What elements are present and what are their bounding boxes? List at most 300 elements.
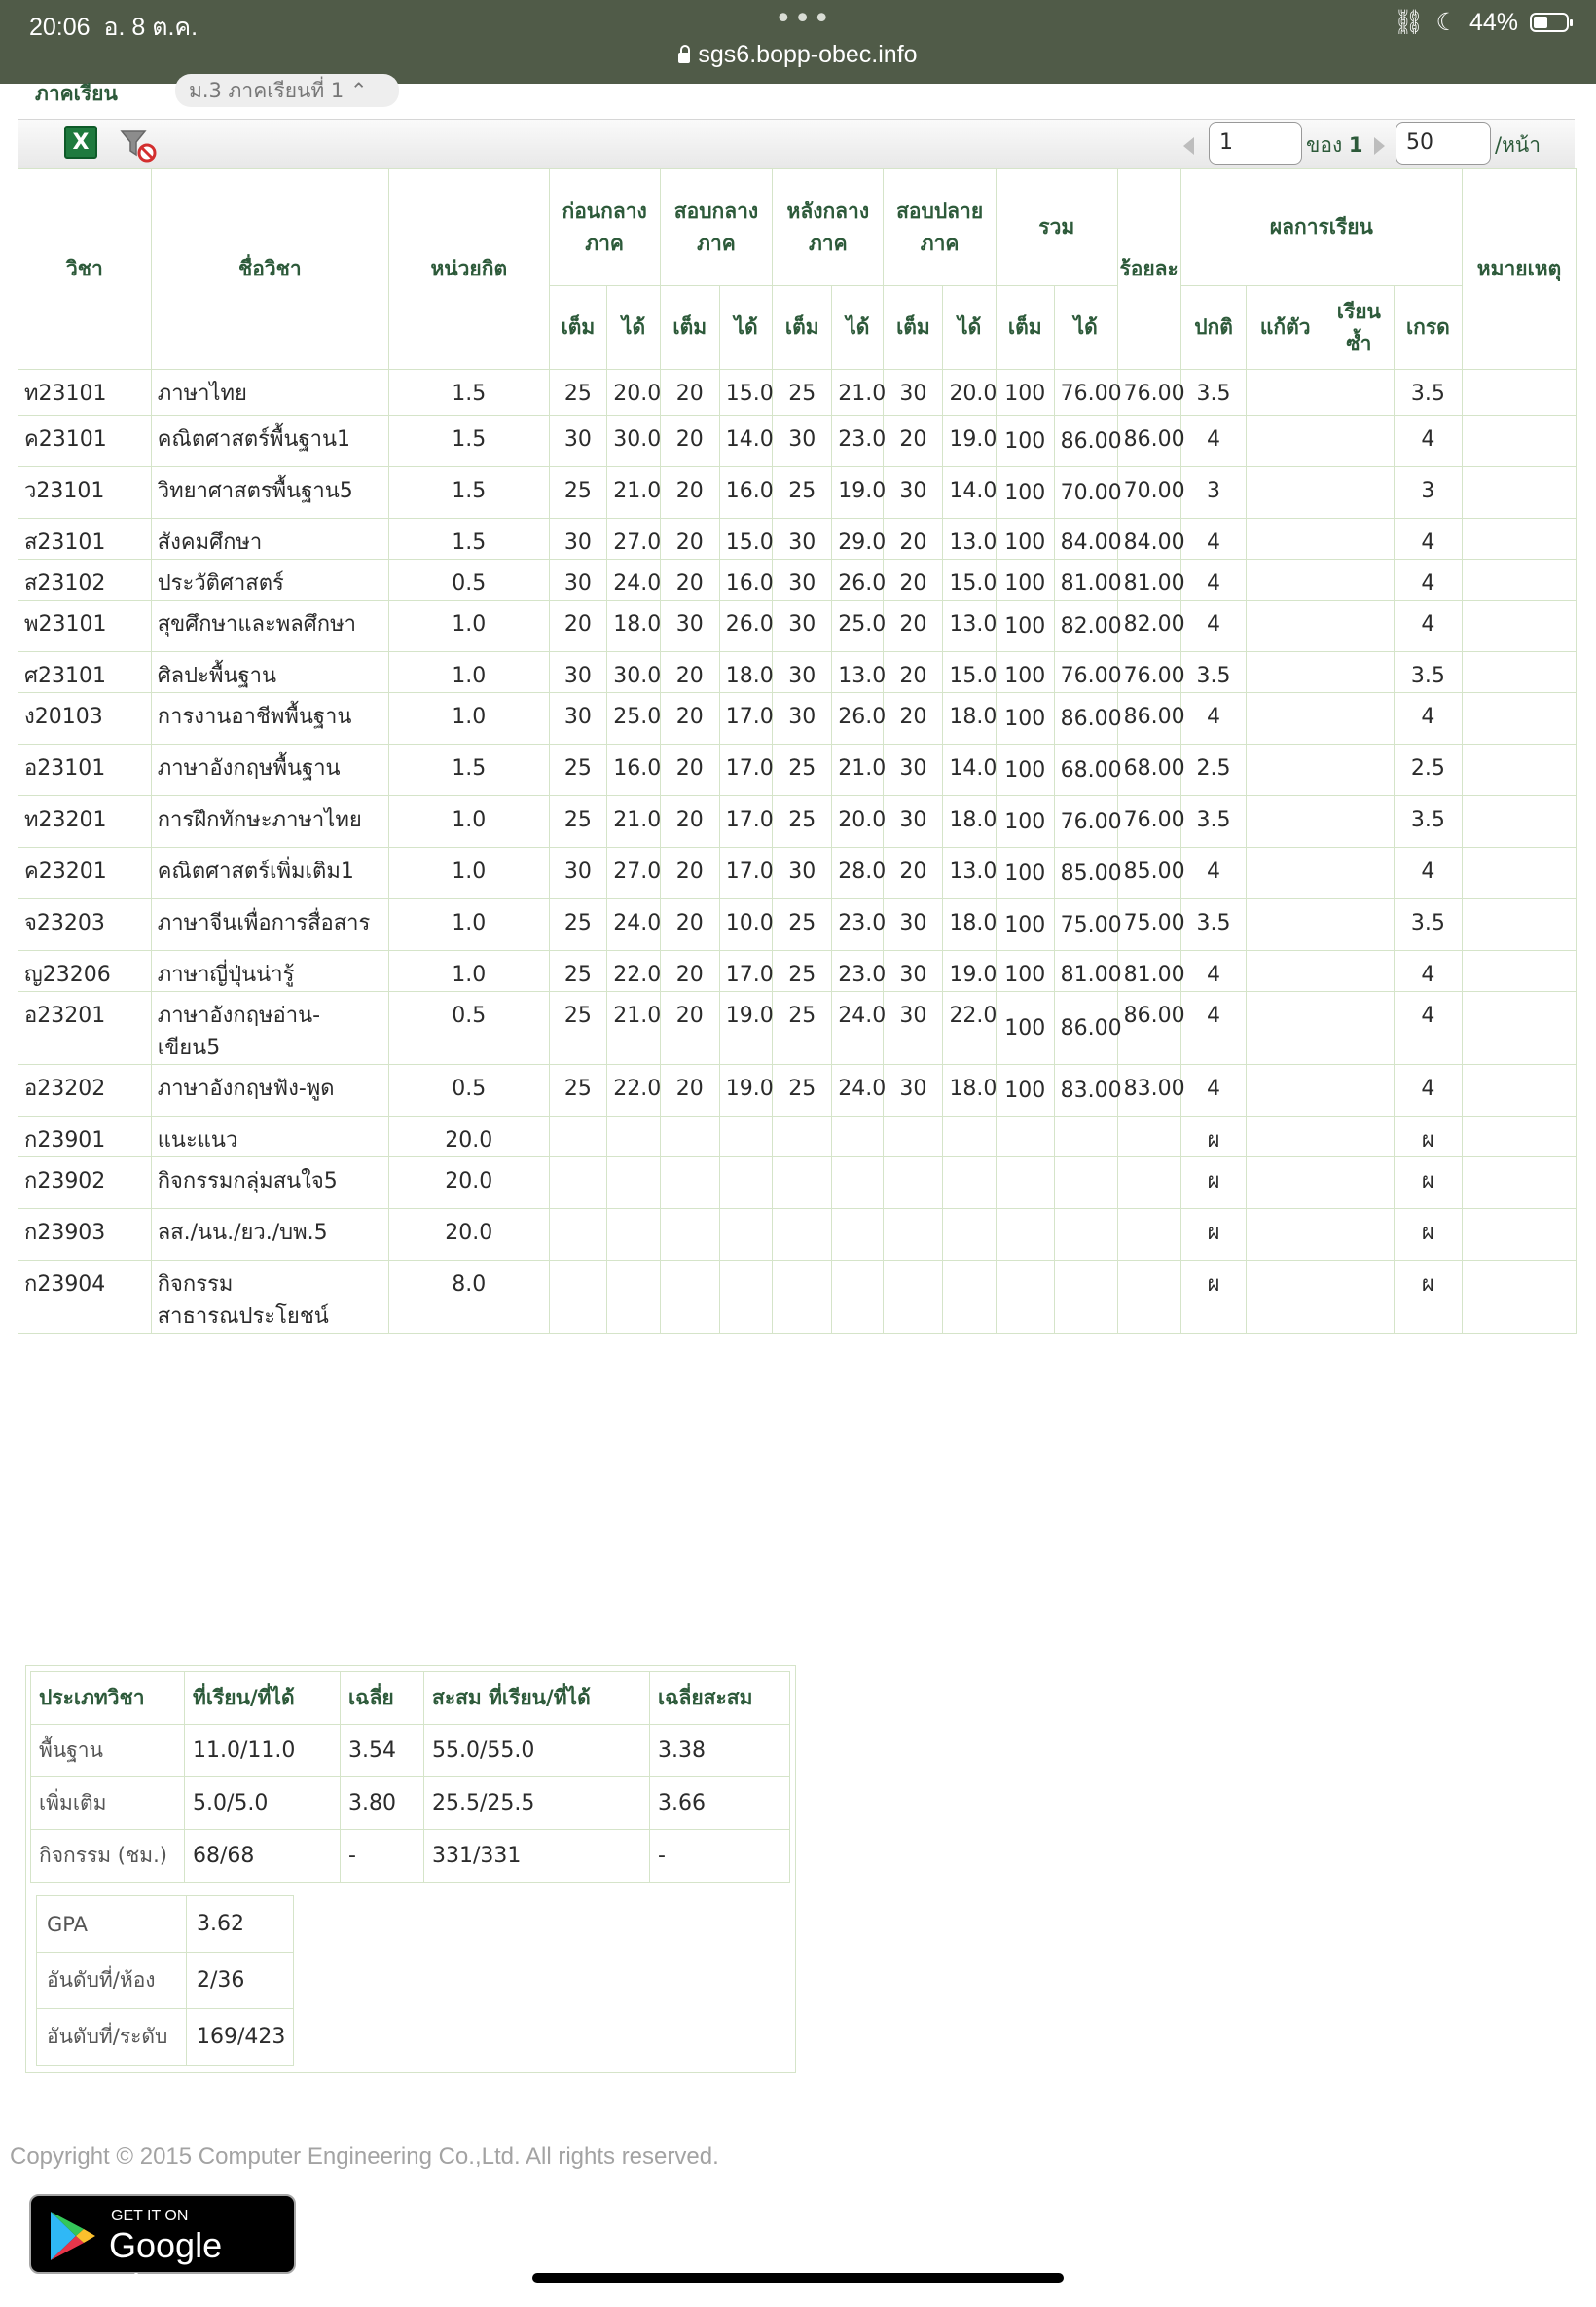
summary-header: เฉลี่ย — [341, 1672, 424, 1725]
summary-panel — [25, 1665, 796, 2073]
gpa-label: GPA — [37, 1896, 187, 1953]
cell-total-got: 68.00 — [1054, 745, 1117, 796]
cell-got — [719, 1117, 772, 1157]
cell-got: 29.0 — [832, 519, 884, 560]
cell-credit: 1.5 — [388, 370, 549, 416]
cell-name: ภาษาญี่ปุ่นน่ารู้ — [151, 951, 388, 992]
cell-got: 21.0 — [607, 992, 660, 1065]
cell-full: 25 — [773, 951, 832, 992]
cell-grade: 3.5 — [1394, 370, 1462, 416]
badge-big-text: Google Play — [109, 2225, 223, 2306]
cell-got — [943, 1261, 996, 1334]
cell-repeat — [1324, 1209, 1395, 1261]
rank-level-label: อันดับที่/ระดับ — [37, 2009, 187, 2066]
cell-remark — [1463, 1117, 1577, 1157]
battery-percent: 44% — [1469, 8, 1518, 36]
cell-fix — [1247, 519, 1324, 560]
cell-full — [549, 1157, 607, 1209]
link-icon: ⛓ — [1393, 8, 1425, 36]
cell-fix — [1247, 601, 1324, 652]
cell-total-got: 81.00 — [1054, 951, 1117, 992]
cell-total-got: 83.00 — [1054, 1065, 1117, 1117]
cell-code: อ23201 — [18, 992, 152, 1065]
cell-total-got: 84.00 — [1054, 519, 1117, 560]
cell-name: แนะแนว — [151, 1117, 388, 1157]
cell-got: 21.0 — [607, 796, 660, 848]
cell-full: 25 — [549, 992, 607, 1065]
table-row — [18, 416, 1577, 467]
col-full: เต็ม — [549, 286, 607, 370]
gpa-value: 3.62 — [187, 1896, 294, 1953]
table-row — [18, 601, 1577, 652]
cell-normal: 4 — [1180, 519, 1247, 560]
cell-repeat — [1324, 652, 1395, 693]
cell-normal: 4 — [1180, 992, 1247, 1065]
cell-full — [884, 1117, 943, 1157]
cell-full — [549, 1261, 607, 1334]
cell-full: 20 — [660, 899, 719, 951]
cell-got: 17.0 — [719, 848, 772, 899]
cell-name: ศิลปะพื้นฐาน — [151, 652, 388, 693]
cell-total-got — [1054, 1261, 1117, 1334]
cell-credit: 20.0 — [388, 1209, 549, 1261]
cell-remark — [1463, 1261, 1577, 1334]
cell-percent: 76.00 — [1117, 370, 1180, 416]
cell-grade: 4 — [1394, 519, 1462, 560]
cell-code: ว23101 — [18, 467, 152, 519]
cell-got: 19.0 — [719, 1065, 772, 1117]
cell-got — [719, 1261, 772, 1334]
cell-remark — [1463, 693, 1577, 745]
address-bar[interactable]: sgs6.bopp-obec.info — [0, 41, 1596, 69]
cell-got: 18.0 — [607, 601, 660, 652]
cell-got: 17.0 — [719, 951, 772, 992]
cell-credit: 1.5 — [388, 467, 549, 519]
next-page-icon[interactable] — [1374, 137, 1385, 155]
cell-got: 27.0 — [607, 519, 660, 560]
cell-total-full: 100 — [996, 796, 1054, 848]
col-final: สอบปลายภาค — [884, 169, 996, 286]
cell-fix — [1247, 1261, 1324, 1334]
summary-value: 68/68 — [185, 1830, 341, 1883]
cell-percent: 70.00 — [1117, 467, 1180, 519]
cell-got: 22.0 — [943, 992, 996, 1065]
cell-repeat — [1324, 693, 1395, 745]
cell-got: 18.0 — [943, 796, 996, 848]
cell-percent: 76.00 — [1117, 796, 1180, 848]
cell-full: 30 — [884, 992, 943, 1065]
cell-total-got: 70.00 — [1054, 467, 1117, 519]
cell-got: 24.0 — [607, 560, 660, 601]
col-mid: สอบกลางภาค — [660, 169, 773, 286]
col-result: ผลการเรียน — [1180, 169, 1462, 286]
cell-full: 30 — [884, 467, 943, 519]
cell-full: 20 — [884, 652, 943, 693]
cell-code: อ23202 — [18, 1065, 152, 1117]
cell-got: 14.0 — [719, 416, 772, 467]
cell-repeat — [1324, 1117, 1395, 1157]
cell-got: 19.0 — [943, 416, 996, 467]
cell-total-got: 76.00 — [1054, 796, 1117, 848]
cell-remark — [1463, 1209, 1577, 1261]
battery-icon — [1530, 13, 1569, 32]
cell-full: 20 — [660, 745, 719, 796]
semester-row — [18, 74, 1575, 115]
cell-name: สังคมศึกษา — [151, 519, 388, 560]
cell-code: ส23101 — [18, 519, 152, 560]
cell-full: 30 — [549, 848, 607, 899]
cell-got: 17.0 — [719, 796, 772, 848]
cell-normal: 3.5 — [1180, 899, 1247, 951]
cell-total-full: 100 — [996, 745, 1054, 796]
cell-got: 23.0 — [832, 899, 884, 951]
prev-page-icon[interactable] — [1183, 137, 1194, 155]
summary-value: 3.66 — [650, 1777, 790, 1830]
cell-total-full: 100 — [996, 467, 1054, 519]
cell-got — [832, 1261, 884, 1334]
cell-full: 30 — [773, 693, 832, 745]
cell-got — [607, 1209, 660, 1261]
cell-full: 20 — [660, 951, 719, 992]
cell-full — [773, 1209, 832, 1261]
cell-got: 19.0 — [832, 467, 884, 519]
cell-percent: 85.00 — [1117, 848, 1180, 899]
cell-total-got: 82.00 — [1054, 601, 1117, 652]
cell-full: 25 — [773, 992, 832, 1065]
table-row — [18, 992, 1577, 1065]
cell-got: 15.0 — [719, 370, 772, 416]
google-play-badge[interactable] — [29, 2194, 296, 2306]
cell-remark — [1463, 1065, 1577, 1117]
cell-got: 30.0 — [607, 652, 660, 693]
cell-total-full — [996, 1117, 1054, 1157]
cell-name: ลส./นน./ยว./บพ.5 — [151, 1209, 388, 1261]
cell-full: 30 — [884, 370, 943, 416]
cell-full: 30 — [773, 560, 832, 601]
cell-total-full: 100 — [996, 652, 1054, 693]
cell-remark — [1463, 560, 1577, 601]
table-row — [18, 560, 1577, 601]
cell-code: ก23903 — [18, 1209, 152, 1261]
cell-name: สุขศึกษาและพลศึกษา — [151, 601, 388, 652]
cell-got — [607, 1157, 660, 1209]
col-remark[interactable]: หมายเหตุ — [1463, 169, 1577, 370]
cell-got: 14.0 — [943, 745, 996, 796]
cell-name: กิจกรรมสาธารณประโยชน์ — [151, 1261, 388, 1334]
cell-full: 20 — [660, 652, 719, 693]
page-input[interactable]: 1 — [1209, 122, 1302, 165]
more-dots-icon[interactable]: ••• — [775, 2, 833, 36]
cell-total-got: 76.00 — [1054, 370, 1117, 416]
cell-percent: 81.00 — [1117, 951, 1180, 992]
cell-total-full: 100 — [996, 951, 1054, 992]
cell-got — [832, 1209, 884, 1261]
cell-grade: 4 — [1394, 560, 1462, 601]
cell-percent: 86.00 — [1117, 992, 1180, 1065]
summary-row — [31, 1830, 790, 1883]
cell-got — [719, 1209, 772, 1261]
cell-total-full: 100 — [996, 370, 1054, 416]
cell-got: 18.0 — [943, 1065, 996, 1117]
cell-credit: 1.0 — [388, 899, 549, 951]
cell-normal: 4 — [1180, 416, 1247, 467]
cell-got: 28.0 — [832, 848, 884, 899]
cell-credit: 0.5 — [388, 1065, 549, 1117]
cell-normal: ผ — [1180, 1157, 1247, 1209]
summary-value: - — [650, 1830, 790, 1883]
cell-name: ประวัติศาสตร์ — [151, 560, 388, 601]
cell-percent — [1117, 1117, 1180, 1157]
cell-got: 20.0 — [607, 370, 660, 416]
cell-normal: 4 — [1180, 693, 1247, 745]
cell-full — [660, 1261, 719, 1334]
cell-got: 26.0 — [832, 693, 884, 745]
cell-full: 30 — [549, 519, 607, 560]
cell-credit: 1.0 — [388, 848, 549, 899]
cell-full: 20 — [884, 519, 943, 560]
semester-label: ภาคเรียน — [35, 82, 118, 105]
cell-total-got: 86.00 — [1054, 693, 1117, 745]
cell-code: ท23201 — [18, 796, 152, 848]
grades-table — [18, 168, 1577, 1334]
cell-percent — [1117, 1261, 1180, 1334]
cell-fix — [1247, 899, 1324, 951]
cell-code: ก23904 — [18, 1261, 152, 1334]
cell-grade: 4 — [1394, 992, 1462, 1065]
cell-percent: 75.00 — [1117, 899, 1180, 951]
gpa-table — [36, 1895, 294, 2066]
cell-got: 24.0 — [832, 992, 884, 1065]
lock-icon — [678, 53, 690, 63]
cell-total-full: 100 — [996, 848, 1054, 899]
col-code[interactable]: วิชา — [18, 169, 152, 370]
cell-total-got: 86.00 — [1054, 416, 1117, 467]
cell-full: 25 — [549, 370, 607, 416]
cell-got — [832, 1117, 884, 1157]
cell-remark — [1463, 745, 1577, 796]
cell-full: 20 — [660, 416, 719, 467]
table-row — [18, 693, 1577, 745]
summary-header: ประเภทวิชา — [31, 1672, 185, 1725]
table-row — [18, 796, 1577, 848]
table-row — [18, 370, 1577, 416]
cell-got: 24.0 — [832, 1065, 884, 1117]
cell-grade: 4 — [1394, 1065, 1462, 1117]
summary-value: 5.0/5.0 — [185, 1777, 341, 1830]
cell-full: 25 — [773, 370, 832, 416]
cell-percent — [1117, 1209, 1180, 1261]
summary-value: 11.0/11.0 — [185, 1725, 341, 1777]
table-row — [18, 1117, 1577, 1157]
cell-full: 30 — [884, 745, 943, 796]
cell-percent: 83.00 — [1117, 1065, 1180, 1117]
cell-full: 20 — [884, 601, 943, 652]
summary-value: 3.54 — [341, 1725, 424, 1777]
cell-credit: 20.0 — [388, 1117, 549, 1157]
summary-type: กิจกรรม (ชม.) — [31, 1830, 185, 1883]
cell-credit: 1.0 — [388, 951, 549, 992]
col-name[interactable]: ชื่อวิชา — [151, 169, 388, 370]
cell-full: 30 — [549, 652, 607, 693]
table-row — [18, 899, 1577, 951]
cell-full — [773, 1157, 832, 1209]
cell-normal: 3.5 — [1180, 370, 1247, 416]
cell-got: 18.0 — [719, 652, 772, 693]
cell-repeat — [1324, 560, 1395, 601]
cell-full: 30 — [549, 560, 607, 601]
cell-total-full: 100 — [996, 601, 1054, 652]
cell-full — [660, 1117, 719, 1157]
cell-credit: 1.0 — [388, 796, 549, 848]
clear-filter-icon[interactable] — [119, 126, 158, 165]
cell-credit: 1.0 — [388, 601, 549, 652]
cell-repeat — [1324, 848, 1395, 899]
cell-fix — [1247, 1209, 1324, 1261]
google-play-icon — [47, 2210, 97, 2262]
cell-full: 20 — [660, 370, 719, 416]
cell-got: 22.0 — [607, 1065, 660, 1117]
cell-repeat — [1324, 992, 1395, 1065]
cell-normal: 3.5 — [1180, 796, 1247, 848]
per-page-input[interactable]: 50 — [1396, 122, 1491, 165]
cell-got: 30.0 — [607, 416, 660, 467]
cell-full: 25 — [549, 951, 607, 992]
browser-top-bar — [0, 0, 1596, 84]
cell-full: 20 — [884, 693, 943, 745]
table-row — [18, 1209, 1577, 1261]
cell-got: 16.0 — [719, 560, 772, 601]
page-of-label: ของ 1 — [1306, 133, 1363, 157]
cell-repeat — [1324, 601, 1395, 652]
col-got: ได้ — [832, 286, 884, 370]
col-got: ได้ — [719, 286, 772, 370]
cell-remark — [1463, 467, 1577, 519]
cell-name: กิจกรรมกลุ่มสนใจ5 — [151, 1157, 388, 1209]
table-row — [18, 951, 1577, 992]
cell-total-full — [996, 1261, 1054, 1334]
cell-percent: 86.00 — [1117, 693, 1180, 745]
cell-got: 21.0 — [832, 370, 884, 416]
cell-grade: 3 — [1394, 467, 1462, 519]
cell-repeat — [1324, 899, 1395, 951]
cell-name: วิทยาศาสตรพื้นฐาน5 — [151, 467, 388, 519]
cell-fix — [1247, 1157, 1324, 1209]
cell-normal: ผ — [1180, 1209, 1247, 1261]
table-row — [18, 652, 1577, 693]
cell-full — [773, 1117, 832, 1157]
cell-total-full: 100 — [996, 693, 1054, 745]
cell-remark — [1463, 1157, 1577, 1209]
cell-repeat — [1324, 1157, 1395, 1209]
cell-got: 17.0 — [719, 745, 772, 796]
cell-total-full — [996, 1209, 1054, 1261]
cell-name: ภาษาจีนเพื่อการสื่อสาร — [151, 899, 388, 951]
cell-got: 25.0 — [607, 693, 660, 745]
cell-got: 23.0 — [832, 416, 884, 467]
col-percent[interactable]: ร้อยละ — [1117, 169, 1180, 370]
cell-full: 20 — [884, 416, 943, 467]
cell-full: 20 — [660, 848, 719, 899]
cell-remark — [1463, 416, 1577, 467]
cell-total-got — [1054, 1117, 1117, 1157]
summary-value: 331/331 — [424, 1830, 650, 1883]
cell-repeat — [1324, 745, 1395, 796]
cell-full: 20 — [660, 1065, 719, 1117]
cell-normal: 3.5 — [1180, 652, 1247, 693]
cell-got: 15.0 — [719, 519, 772, 560]
cell-credit: 1.5 — [388, 519, 549, 560]
cell-normal: 4 — [1180, 560, 1247, 601]
cell-full — [549, 1209, 607, 1261]
col-full: เต็ม — [773, 286, 832, 370]
summary-table — [30, 1671, 790, 1883]
cell-grade: 4 — [1394, 601, 1462, 652]
cell-credit: 8.0 — [388, 1261, 549, 1334]
cell-got — [607, 1117, 660, 1157]
cell-got: 13.0 — [943, 519, 996, 560]
cell-repeat — [1324, 951, 1395, 992]
cell-full: 25 — [549, 1065, 607, 1117]
cell-repeat — [1324, 796, 1395, 848]
cell-full: 25 — [549, 467, 607, 519]
cell-code: จ23203 — [18, 899, 152, 951]
cell-got: 13.0 — [943, 848, 996, 899]
cell-grade: 2.5 — [1394, 745, 1462, 796]
cell-full: 30 — [884, 1065, 943, 1117]
cell-total-full — [996, 1157, 1054, 1209]
summary-type: พื้นฐาน — [31, 1725, 185, 1777]
cell-name: คณิตศาสตร์เพิ่มเติม1 — [151, 848, 388, 899]
col-credit[interactable]: หน่วยกิต — [388, 169, 549, 370]
cell-remark — [1463, 848, 1577, 899]
cell-got: 10.0 — [719, 899, 772, 951]
cell-percent: 68.00 — [1117, 745, 1180, 796]
col-full: เต็ม — [884, 286, 943, 370]
cell-grade: 4 — [1394, 848, 1462, 899]
badge-small-text: GET IT ON — [111, 2208, 189, 2224]
cell-full: 20 — [884, 560, 943, 601]
cell-got: 26.0 — [719, 601, 772, 652]
cell-full: 25 — [773, 745, 832, 796]
cell-got: 26.0 — [832, 560, 884, 601]
cell-full — [549, 1117, 607, 1157]
cell-total-full: 100 — [996, 519, 1054, 560]
cell-total-got: 86.00 — [1054, 992, 1117, 1065]
col-repeat: เรียนซ้ำ — [1324, 286, 1395, 370]
cell-normal: 4 — [1180, 601, 1247, 652]
grid-toolbar — [18, 119, 1575, 168]
col-fix: แก้ตัว — [1247, 286, 1324, 370]
cell-total-got: 85.00 — [1054, 848, 1117, 899]
cell-full: 20 — [660, 467, 719, 519]
table-row — [18, 745, 1577, 796]
semester-select[interactable]: ม.3 ภาคเรียนที่ 1 ⌃ — [175, 74, 399, 107]
cell-fix — [1247, 467, 1324, 519]
status-icons — [1394, 8, 1569, 37]
excel-icon[interactable]: X — [64, 126, 97, 159]
cell-percent: 82.00 — [1117, 601, 1180, 652]
cell-total-got — [1054, 1157, 1117, 1209]
cell-got: 16.0 — [719, 467, 772, 519]
col-grade: เกรด — [1394, 286, 1462, 370]
cell-got: 19.0 — [943, 951, 996, 992]
col-got: ได้ — [607, 286, 660, 370]
cell-code: ก23901 — [18, 1117, 152, 1157]
cell-name: คณิตศาสตร์พื้นฐาน1 — [151, 416, 388, 467]
cell-full: 30 — [773, 416, 832, 467]
cell-fix — [1247, 992, 1324, 1065]
cell-code: ค23201 — [18, 848, 152, 899]
